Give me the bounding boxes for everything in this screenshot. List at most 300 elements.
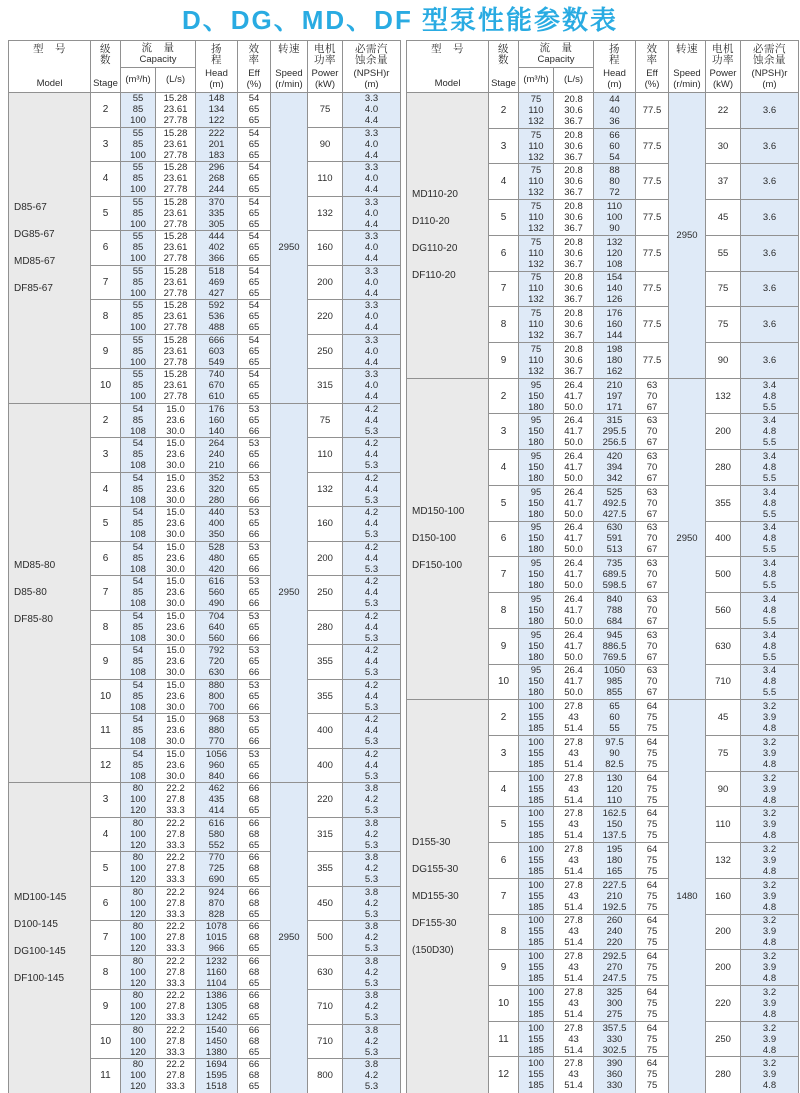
capacity-ls-line: 27.78 <box>163 218 188 230</box>
eff-value-line: 63 <box>646 593 658 605</box>
head-value-line: 580 <box>208 828 225 840</box>
capacity-ls <box>554 344 593 377</box>
eff-value-line: 64 <box>646 915 658 927</box>
header-eff-en-line: (%) <box>246 78 262 90</box>
head-cell <box>196 438 238 473</box>
npsh-value-line: 3.9 <box>762 926 777 938</box>
power-cell: 75 <box>706 735 741 771</box>
capacity-ls <box>156 783 195 816</box>
capacity-m3h-cell <box>519 771 554 807</box>
stage-cell: 9 <box>91 645 121 680</box>
head-value <box>196 990 237 1023</box>
eff-value-line: 75 <box>646 962 658 974</box>
head-value <box>196 887 237 920</box>
npsh-value-line: 3.3 <box>364 265 379 277</box>
npsh-value-line: 4.2 <box>364 507 379 519</box>
npsh-cell <box>741 235 799 271</box>
npsh-value-line: 5.3 <box>364 701 379 713</box>
head-value-line: 162 <box>606 365 623 377</box>
stage-cell: 9 <box>489 950 519 986</box>
capacity-m3h-line: 85 <box>132 759 144 771</box>
capacity-ls-cell <box>156 955 196 990</box>
stage-cell: 5 <box>91 852 121 887</box>
power-cell: 37 <box>706 164 741 200</box>
eff-value-line: 65 <box>248 449 260 461</box>
eff-value: 77.5 <box>642 140 662 152</box>
npsh-value-line: 3.4 <box>762 379 777 391</box>
eff-value-line: 65 <box>248 621 260 633</box>
npsh-value-line: 4.2 <box>364 714 379 726</box>
capacity-ls-line: 23.6 <box>166 552 185 564</box>
head-cell <box>594 164 636 200</box>
eff-value <box>238 542 270 575</box>
npsh-value <box>741 737 798 770</box>
capacity-ls-line: 15.0 <box>166 576 185 588</box>
eff-value <box>636 737 668 770</box>
capacity-ls-line: 27.8 <box>166 863 185 875</box>
head-value-line: 560 <box>208 632 225 644</box>
npsh-value-line: 5.5 <box>762 580 777 592</box>
capacity-ls-line: 30.6 <box>564 176 583 188</box>
capacity-m3h-line: 54 <box>132 645 144 657</box>
capacity-ls <box>554 237 593 270</box>
capacity-ls-line: 22.2 <box>166 1059 185 1071</box>
head-value-line: 366 <box>208 253 225 265</box>
npsh-value-line: 4.2 <box>364 403 379 415</box>
head-value-line: 886.5 <box>602 640 627 652</box>
stage-cell: 10 <box>91 679 121 714</box>
capacity-m3h-line: 54 <box>132 438 144 450</box>
capacity-m3h-cell <box>121 541 156 576</box>
header-model-cn: 型 号 <box>431 42 464 55</box>
eff-value-line: 75 <box>646 865 658 877</box>
capacity-ls-cell <box>156 645 196 680</box>
capacity-ls-line: 33.3 <box>166 908 185 920</box>
capacity-m3h <box>519 201 553 234</box>
eff-cell <box>636 164 669 200</box>
npsh-value <box>343 749 400 782</box>
eff-value <box>238 128 270 161</box>
capacity-m3h <box>121 611 155 644</box>
capacity-m3h <box>519 344 553 377</box>
head-cell <box>196 507 238 542</box>
capacity-ls-line: 30.6 <box>564 354 583 366</box>
head-value <box>196 749 237 782</box>
capacity-ls <box>554 951 593 984</box>
capacity-ls-line: 51.4 <box>564 830 583 842</box>
eff-value: 77.5 <box>642 247 662 259</box>
head-value-line: 315 <box>606 415 623 427</box>
head-value <box>196 680 237 713</box>
capacity-ls-line: 23.61 <box>163 207 188 219</box>
capacity-ls-line: 27.8 <box>564 736 583 748</box>
capacity-ls-line: 36.7 <box>564 258 583 270</box>
capacity-ls <box>554 380 593 413</box>
capacity-ls-line: 43 <box>568 926 579 938</box>
capacity-ls <box>554 272 593 305</box>
npsh-cell <box>343 334 401 369</box>
npsh-value <box>343 231 400 264</box>
eff-value-line: 65 <box>248 552 260 564</box>
capacity-ls <box>554 844 593 877</box>
eff-value <box>238 921 270 954</box>
capacity-m3h-line: 85 <box>132 518 144 530</box>
capacity-ls-line: 50.0 <box>564 615 583 627</box>
capacity-ls-cell <box>156 472 196 507</box>
head-value-line: 72 <box>609 187 620 199</box>
capacity-ls-cell <box>554 735 594 771</box>
eff-value <box>636 1023 668 1056</box>
head-value <box>594 415 635 448</box>
npsh-value <box>343 645 400 678</box>
header-capacity-unit-ls: (L/s) <box>156 68 196 93</box>
capacity-ls <box>156 335 195 368</box>
head-value-line: 945 <box>606 629 623 641</box>
npsh-value-line: 5.3 <box>364 1046 379 1058</box>
npsh-value-line: 4.4 <box>364 322 379 334</box>
eff-value-line: 65 <box>248 276 260 288</box>
header-power-text <box>706 43 740 91</box>
head-value-line: 704 <box>208 610 225 622</box>
model-names <box>407 837 488 956</box>
eff-value-line: 53 <box>248 541 260 553</box>
model-name: DF155-30 <box>412 917 457 929</box>
eff-value-line: 64 <box>646 701 658 713</box>
head-value-line: 480 <box>208 552 225 564</box>
npsh-value-line: 5.3 <box>364 874 379 886</box>
head-value-line: 108 <box>606 258 623 270</box>
head-value <box>196 783 237 816</box>
head-value-line: 592 <box>208 300 225 312</box>
power-cell: 200 <box>706 414 741 450</box>
header-capacity-cn: 流 量 <box>539 42 573 54</box>
capacity-m3h-cell <box>121 231 156 266</box>
eff-value-line: 63 <box>646 522 658 534</box>
capacity-m3h-cell <box>519 378 554 414</box>
eff-value-line: 64 <box>646 736 658 748</box>
eff-value-line: 63 <box>646 415 658 427</box>
head-value-line: 525 <box>606 486 623 498</box>
eff-cell <box>238 645 271 680</box>
stage-cell: 2 <box>489 93 519 129</box>
head-value-line: 1160 <box>206 966 227 978</box>
stage-cell: 2 <box>489 700 519 736</box>
head-value-line: 305 <box>208 218 225 230</box>
header-model-text <box>9 43 90 91</box>
eff-cell <box>636 878 669 914</box>
capacity-ls-line: 15.28 <box>163 265 188 277</box>
npsh-value: 3.6 <box>762 104 777 116</box>
npsh-value-line: 3.3 <box>364 93 379 105</box>
capacity-m3h-line: 85 <box>132 587 144 599</box>
head-value-line: 296 <box>208 162 225 174</box>
capacity-m3h <box>519 451 553 484</box>
eff-value-line: 66 <box>248 852 260 864</box>
eff-cell <box>636 593 669 629</box>
eff-value-line: 65 <box>248 725 260 737</box>
head-value-line: 616 <box>208 576 225 588</box>
head-value-line: 420 <box>606 451 623 463</box>
capacity-ls-line: 23.6 <box>166 414 185 426</box>
eff-value <box>238 369 270 402</box>
capacity-m3h <box>121 162 155 195</box>
capacity-m3h-line: 155 <box>528 962 544 974</box>
npsh-value-line: 4.8 <box>762 1080 777 1092</box>
capacity-m3h-line: 85 <box>132 483 144 495</box>
head-value-line: 240 <box>606 926 623 938</box>
capacity-ls-line: 23.6 <box>166 483 185 495</box>
capacity-ls <box>554 308 593 341</box>
stage-cell: 10 <box>489 664 519 700</box>
power-cell: 500 <box>706 557 741 593</box>
eff-value-line: 65 <box>248 138 260 150</box>
head-value-line: 740 <box>208 369 225 381</box>
head-cell <box>196 783 238 818</box>
capacity-m3h-line: 180 <box>528 651 544 663</box>
capacity-ls-line: 26.4 <box>564 593 583 605</box>
header-power-en-line: Power <box>709 67 737 79</box>
npsh-value <box>343 197 400 230</box>
capacity-ls-line: 27.8 <box>564 808 583 820</box>
capacity-m3h-line: 100 <box>130 932 146 944</box>
head-value-line: 770 <box>208 736 225 748</box>
capacity-ls-line: 51.4 <box>564 1080 583 1092</box>
header-head-cn-line: 扬 <box>211 42 222 55</box>
capacity-ls-cell <box>554 485 594 521</box>
head-cell <box>594 914 636 950</box>
head-value-line: 150 <box>606 819 623 831</box>
capacity-m3h-line: 120 <box>130 1081 146 1093</box>
capacity-m3h-line: 54 <box>132 714 144 726</box>
head-cell <box>196 852 238 887</box>
npsh-value-line: 4.4 <box>364 759 379 771</box>
capacity-ls-line: 43 <box>568 819 579 831</box>
eff-cell <box>636 664 669 700</box>
capacity-ls-line: 33.3 <box>166 805 185 817</box>
npsh-value-line: 4.4 <box>364 621 379 633</box>
capacity-ls-line: 22.2 <box>166 817 185 829</box>
head-value <box>594 272 635 305</box>
head-cell <box>594 307 636 343</box>
header-head-cn <box>609 44 620 66</box>
npsh-cell <box>741 271 799 307</box>
npsh-value <box>343 507 400 540</box>
head-value <box>196 956 237 989</box>
npsh-value: 3.6 <box>762 176 777 188</box>
head-cell <box>196 990 238 1025</box>
capacity-m3h <box>121 1025 155 1058</box>
eff-value-line: 66 <box>248 494 260 506</box>
npsh-value-line: 3.8 <box>364 852 379 864</box>
capacity-ls-cell <box>156 679 196 714</box>
head-value <box>196 576 237 609</box>
eff-value <box>238 783 270 816</box>
npsh-cell <box>343 748 401 783</box>
eff-cell <box>636 307 669 343</box>
npsh-value-line: 4.0 <box>364 104 379 116</box>
capacity-m3h-line: 55 <box>132 265 144 277</box>
power-cell: 710 <box>308 990 343 1025</box>
eff-value <box>238 576 270 609</box>
capacity-m3h-line: 120 <box>130 1012 146 1024</box>
npsh-value-line: 4.8 <box>762 723 777 735</box>
capacity-ls-line: 15.0 <box>166 541 185 553</box>
npsh-value-line: 5.5 <box>762 508 777 520</box>
capacity-m3h-line: 155 <box>528 712 544 724</box>
header-head-en <box>603 68 626 90</box>
head-value-line: 140 <box>208 425 225 437</box>
npsh-value-line: 5.5 <box>762 615 777 627</box>
header-power-en-line: Power <box>311 67 339 79</box>
header-head <box>594 41 636 93</box>
power-cell: 500 <box>308 921 343 956</box>
eff-value-line: 65 <box>248 322 260 334</box>
npsh-cell <box>343 990 401 1025</box>
capacity-ls-line: 15.0 <box>166 610 185 622</box>
capacity-ls-line: 26.4 <box>564 415 583 427</box>
eff-value-line: 64 <box>646 808 658 820</box>
head-value-line: 725 <box>208 863 225 875</box>
stage-cell: 9 <box>489 343 519 379</box>
capacity-ls <box>156 714 195 747</box>
npsh-value-line: 5.3 <box>364 908 379 920</box>
capacity-m3h <box>121 404 155 437</box>
capacity-ls-line: 15.0 <box>166 507 185 519</box>
stage-cell: 7 <box>91 576 121 611</box>
eff-value-line: 53 <box>248 714 260 726</box>
capacity-m3h-cell <box>121 1024 156 1059</box>
npsh-value-line: 4.2 <box>364 1035 379 1047</box>
npsh-value-line: 4.8 <box>762 830 777 842</box>
eff-value <box>238 680 270 713</box>
capacity-m3h-cell <box>121 714 156 749</box>
npsh-value-line: 4.4 <box>364 587 379 599</box>
eff-value <box>636 451 668 484</box>
head-cell <box>196 921 238 956</box>
header-power-cn-line: 功率 <box>314 53 336 66</box>
capacity-ls-cell <box>156 1024 196 1059</box>
power-cell: 160 <box>308 231 343 266</box>
eff-value <box>636 522 668 555</box>
header-npsh-en-line: (m) <box>364 78 379 90</box>
head-value-line: 350 <box>208 529 225 541</box>
capacity-ls-line: 26.4 <box>564 665 583 677</box>
header-speed <box>271 41 308 93</box>
npsh-value-line: 4.2 <box>364 472 379 484</box>
capacity-m3h <box>519 558 553 591</box>
npsh-cell <box>741 414 799 450</box>
capacity-ls-cell <box>156 231 196 266</box>
capacity-ls-line: 33.3 <box>166 943 185 955</box>
stage-cell: 5 <box>489 485 519 521</box>
capacity-m3h-line: 85 <box>132 552 144 564</box>
header-npsh-cn <box>753 44 786 66</box>
capacity-ls <box>156 749 195 782</box>
npsh-value-line: 4.4 <box>364 552 379 564</box>
capacity-m3h-line: 80 <box>132 886 144 898</box>
capacity-m3h <box>121 749 155 782</box>
capacity-ls-line: 27.8 <box>564 915 583 927</box>
eff-cell <box>238 231 271 266</box>
npsh-value <box>343 611 400 644</box>
head-value <box>196 369 237 402</box>
stage-cell: 2 <box>91 93 121 128</box>
capacity-ls-line: 50.0 <box>564 544 583 556</box>
model-cell <box>407 378 489 699</box>
head-cell <box>196 300 238 335</box>
eff-value-line: 65 <box>248 874 260 886</box>
capacity-ls-cell <box>156 541 196 576</box>
capacity-m3h-line: 132 <box>528 115 544 127</box>
eff-value-line: 65 <box>248 173 260 185</box>
capacity-m3h-line: 54 <box>132 403 144 415</box>
capacity-ls-line: 15.0 <box>166 472 185 484</box>
head-value <box>196 507 237 540</box>
capacity-ls <box>554 880 593 913</box>
eff-value-line: 66 <box>248 667 260 679</box>
capacity-m3h-cell <box>121 334 156 369</box>
capacity-ls-cell <box>156 610 196 645</box>
power-cell: 710 <box>706 664 741 700</box>
eff-value-line: 54 <box>248 127 260 139</box>
stage-cell: 11 <box>91 1059 121 1093</box>
capacity-ls <box>554 773 593 806</box>
head-value-line: 120 <box>606 783 623 795</box>
head-value-line: 603 <box>208 345 225 357</box>
head-value <box>594 201 635 234</box>
capacity-m3h <box>519 665 553 698</box>
capacity-ls-line: 43 <box>568 1033 579 1045</box>
stage-cell: 6 <box>91 231 121 266</box>
eff-value-line: 65 <box>248 380 260 392</box>
head-value-line: 394 <box>606 462 623 474</box>
npsh-value-line: 3.2 <box>762 808 777 820</box>
capacity-ls <box>554 594 593 627</box>
capacity-m3h-line: 100 <box>130 184 146 196</box>
npsh-value <box>741 951 798 984</box>
eff-value <box>636 915 668 948</box>
head-cell <box>594 1021 636 1057</box>
model-name: MD100-145 <box>14 891 67 903</box>
head-value <box>594 451 635 484</box>
capacity-ls-line: 27.78 <box>163 322 188 334</box>
npsh-value-line: 4.4 <box>364 449 379 461</box>
capacity-m3h-line: 110 <box>528 104 544 116</box>
stage-cell: 6 <box>91 886 121 921</box>
npsh-value-line: 3.8 <box>364 921 379 933</box>
capacity-ls <box>156 128 195 161</box>
power-cell: 45 <box>706 700 741 736</box>
power-cell: 132 <box>706 843 741 879</box>
head-value-line: 735 <box>606 558 623 570</box>
eff-value: 77.5 <box>642 176 662 188</box>
npsh-value-line: 4.0 <box>364 276 379 288</box>
head-value <box>594 630 635 663</box>
capacity-m3h <box>121 369 155 402</box>
capacity-ls-line: 41.7 <box>564 640 583 652</box>
head-value-line: 154 <box>606 272 623 284</box>
npsh-value-line: 3.2 <box>762 1058 777 1070</box>
head-value-line: 325 <box>606 986 623 998</box>
capacity-m3h-line: 155 <box>528 783 544 795</box>
model-name: DF100-145 <box>14 972 65 984</box>
eff-value <box>238 852 270 885</box>
capacity-ls-line: 27.8 <box>564 951 583 963</box>
npsh-value-line: 5.3 <box>364 563 379 575</box>
capacity-ls-line: 51.4 <box>564 865 583 877</box>
capacity-m3h-line: 150 <box>528 390 544 402</box>
stage-cell: 6 <box>91 541 121 576</box>
